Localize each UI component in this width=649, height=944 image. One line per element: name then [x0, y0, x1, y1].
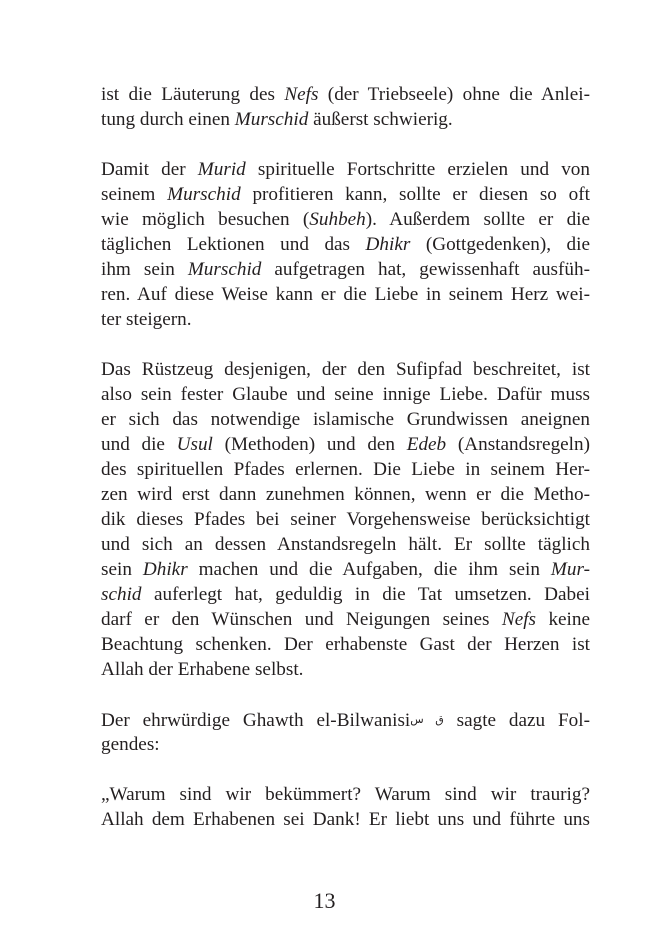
text-line [101, 807, 590, 832]
text-run: sein [101, 559, 143, 580]
text-run: Das Rüstzeug desjenigen, der den Sufipfad beschreitet, ist [101, 359, 590, 380]
text-line [101, 657, 590, 682]
text-run: Beachtung schenken. Der erhabenste Gast der Herzen ist [101, 634, 590, 655]
honorific-glyph: ق س [410, 713, 444, 726]
text-run: er sich das notwendige islamische Grundwissen aneignen [101, 409, 590, 430]
italic-term: Suhbeh [309, 209, 366, 230]
text-run: äußerst schwierig. [308, 109, 453, 130]
text-line [101, 207, 590, 232]
italic-term: Edeb [406, 434, 447, 455]
text-line [101, 307, 590, 332]
text-run: Allah dem Erhabenen sei Dank! Er liebt uns und führte uns [101, 809, 590, 830]
text-run: zen wird erst dann zunehmen können, wenn er die Metho- [101, 484, 590, 505]
page-number: 13 [313, 888, 336, 913]
text-line [101, 557, 590, 582]
text-run: ihm sein [101, 259, 188, 280]
text-run: (Gottgedenken), die [410, 234, 590, 255]
italic-term: schid [101, 584, 142, 605]
text-run: „Warum sind wir bekümmert? Warum sind wir traurig? [101, 784, 590, 805]
text-line [101, 482, 590, 507]
text-run: tung durch einen [101, 109, 235, 130]
text-line [101, 357, 590, 382]
text-line [101, 282, 590, 307]
text-line [101, 457, 590, 482]
text-run: täglichen Lektionen und das [101, 234, 366, 255]
text-line [101, 432, 590, 457]
text-run: ). Außerdem sollte er die [365, 209, 591, 230]
text-line [101, 257, 590, 282]
text-line [101, 107, 590, 132]
text-line [101, 732, 590, 757]
text-line [101, 407, 590, 432]
text-line [101, 607, 590, 632]
text-run: auferlegt hat, geduldig in die Tat umsetzen. Dabei [141, 584, 590, 605]
text-line [101, 382, 590, 407]
text-run: wie möglich besuchen ( [101, 209, 310, 230]
text-run: seinem [101, 184, 168, 205]
text-run: ist die Läuterung des [101, 84, 285, 105]
text-line [101, 632, 590, 657]
text-line [101, 507, 590, 532]
text-run: Der ehrwürdige Ghawth el-Bilwanisi [101, 710, 411, 731]
italic-term: Murschid [234, 109, 309, 130]
text-run: (der Triebseele) ohne die Anlei- [318, 84, 590, 105]
text-run: profitieren kann, sollte er diesen so oft [240, 184, 590, 205]
italic-term: Murschid [167, 184, 241, 205]
italic-term: Murschid [187, 259, 262, 280]
text-run: (Methoden) und den [212, 434, 407, 455]
text-run: aufgetragen hat, gewissenhaft ausfüh- [261, 259, 590, 280]
text-run: und die [101, 434, 177, 455]
text-line [101, 582, 590, 607]
italic-term: Murid [197, 159, 246, 180]
text-line [101, 82, 590, 107]
text-run: gendes: [101, 734, 160, 755]
text-run: Allah der Erhabene selbst. [101, 659, 304, 680]
italic-term: Dhikr [142, 559, 188, 580]
text-run: also sein fester Glaube und seine innige Liebe. Dafür muss [101, 384, 590, 405]
italic-term: Nefs [501, 609, 537, 630]
text-run: (Anstandsregeln) [446, 434, 590, 455]
text-run: spirituelle Fortschritte erzielen und von [245, 159, 590, 180]
text-run: darf er den Wünschen und Neigungen seines [101, 609, 502, 630]
text-run: keine [536, 609, 590, 630]
text-run: ren. Auf diese Weise kann er die Liebe in seinem Herz wei- [101, 284, 590, 305]
italic-term: Mur- [550, 559, 590, 580]
text-run: Damit der [101, 159, 198, 180]
text-line [101, 157, 590, 182]
text-line [101, 532, 590, 557]
text-line [101, 232, 590, 257]
text-run: dik dieses Pfades bei seiner Vorgehensweise berücksichtigt [101, 509, 590, 530]
italic-term: Usul [176, 434, 213, 455]
text-line [101, 182, 590, 207]
text-run: ter steigern. [101, 309, 192, 330]
text-run: des spirituellen Pfades erlernen. Die Liebe in seinem Her- [101, 459, 590, 480]
text-run: sagte dazu Fol- [443, 710, 590, 731]
text-line [101, 782, 590, 807]
text-line [101, 707, 590, 733]
text-run: und sich an dessen Anstandsregeln hält. Er sollte täglich [101, 534, 590, 555]
text-run: machen und die Aufgaben, die ihm sein [187, 559, 551, 580]
italic-term: Nefs [284, 84, 319, 105]
italic-term: Dhikr [365, 234, 411, 255]
